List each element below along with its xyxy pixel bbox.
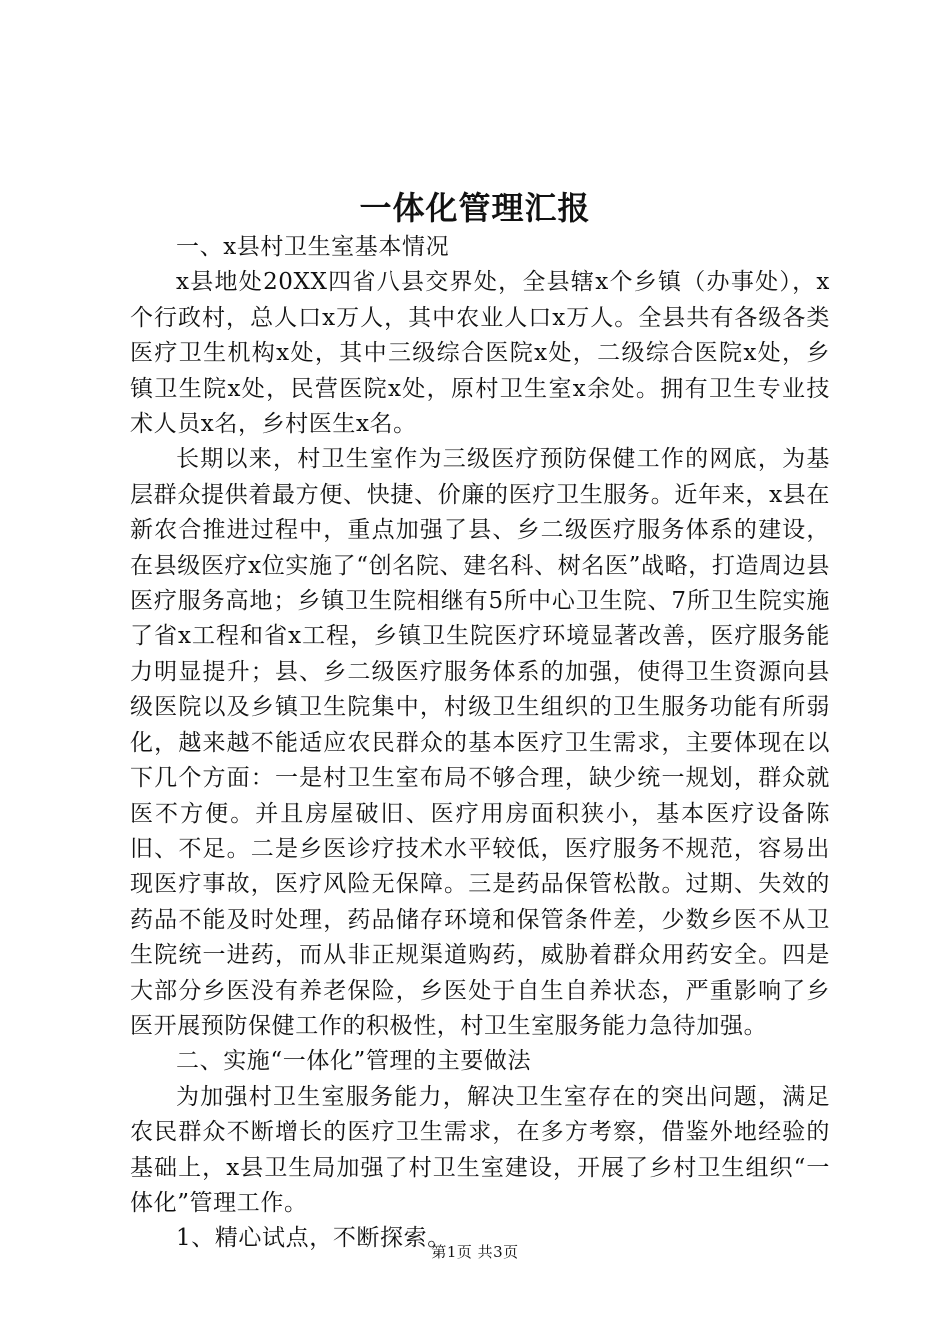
document-title: 一体化管理汇报 bbox=[359, 189, 591, 227]
subsection-heading-1: 1、精心试点，不断探索。 bbox=[176, 1225, 451, 1252]
section-heading-2: 二、实施“一体化”管理的主要做法 bbox=[176, 1048, 532, 1075]
page-footer: 第1页 共3页 bbox=[431, 1243, 519, 1261]
paragraph-problems: 长期以来，村卫生室作为三级医疗预防保健工作的网底，为基层群众提供着最方便、快捷、价廉的医疗卫生服务。近年来，x县在新农合推进过程中，重点加强了县、乡二级医疗服务体系的建设，在县级医疗x位实施了“创名院、建名科、树名医”战略，打造周边县医疗服务高地；乡镇卫生院相继有5所中心卫生院、7所卫生院实施了省x工程和省x工程，乡镇卫生院医疗环境显著改善，医疗服务能力明显提升；县、乡二级医疗服务体系的加强，使得卫生资源向县级医院以及乡镇卫生院集中，村级卫生组织的卫生服务功能有所弱化，越来越不能适应农民群众的基本医疗卫生需求，主要体现在以下几个方面：一是村卫生室布局不够合理，缺少统一规划，群众就医不方便。并且房屋破旧、医疗用房面积狭小，基本医疗设备陈旧、不足。二是乡医诊疗技术水平较低，医疗服务不规范，容易出现医疗事故，医疗风险无保障。三是药品保管松散。过期、失效的药品不能及时处理，药品储存环境和保管条件差，少数乡医不从卫生院统一进药，而从非正规渠道购药，威胁着群众用药安全。四是大部分乡医没有养老保险，乡医处于自生自养状态，严重影响了乡医开展预防保健工作的积极性，村卫生室服务能力急待加强。 bbox=[130, 446, 830, 1039]
document-body bbox=[130, 230, 830, 1257]
section-heading-1: 一、x县村卫生室基本情况 bbox=[176, 234, 450, 260]
paragraph-county-overview: x县地处20XX四省八县交界处，全县辖x个乡镇（办事处），x个行政村，总人口x万人，其中农业人口x万人。全县共有各级各类医疗卫生机构x处，其中三级综合医院x处，二级综合医院x处，乡镇卫生院x处，民营医院x处，原村卫生室x余处。拥有卫生专业技术人员x名，乡村医生x名。 bbox=[130, 269, 830, 438]
paragraph-measures: 为加强村卫生室服务能力，解决卫生室存在的突出问题，满足农民群众不断增长的医疗卫生需求，在多方考察，借鉴外地经验的基础上，x县卫生局加强了村卫生室建设，开展了乡村卫生组织“一体化”管理工作。 bbox=[130, 1083, 830, 1216]
